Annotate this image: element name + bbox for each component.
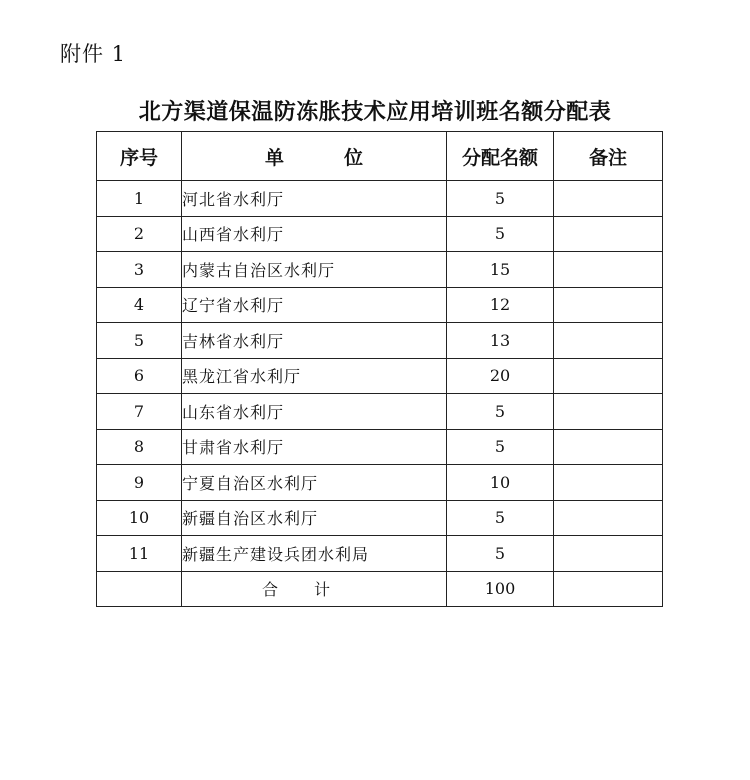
row-unit: 甘肃省水利厅 xyxy=(182,429,447,465)
row-no: 1 xyxy=(97,181,182,217)
row-no: 7 xyxy=(97,394,182,430)
table-row xyxy=(97,394,663,430)
document-title: 北方渠道保温防冻胀技术应用培训班名额分配表 xyxy=(138,99,612,125)
table-row xyxy=(97,358,663,394)
table-row xyxy=(97,465,663,501)
row-no: 4 xyxy=(97,287,182,323)
row-remark xyxy=(554,287,663,323)
row-remark xyxy=(554,429,663,465)
row-no: 11 xyxy=(97,536,182,572)
row-unit: 辽宁省水利厅 xyxy=(182,287,447,323)
row-quota: 5 xyxy=(447,181,554,217)
total-quota: 100 xyxy=(447,571,554,607)
table-row xyxy=(97,252,663,288)
table-body xyxy=(97,181,663,607)
row-quota: 5 xyxy=(447,429,554,465)
allocation-table xyxy=(96,131,663,607)
table-row xyxy=(97,500,663,536)
row-remark xyxy=(554,465,663,501)
row-remark xyxy=(554,536,663,572)
row-quota: 20 xyxy=(447,358,554,394)
row-remark xyxy=(554,323,663,359)
row-quota: 13 xyxy=(447,323,554,359)
table-row xyxy=(97,536,663,572)
table-row xyxy=(97,216,663,252)
header-unit: 单位 xyxy=(182,132,447,181)
header-quota: 分配名额 xyxy=(447,132,554,181)
row-unit: 黑龙江省水利厅 xyxy=(182,358,447,394)
table-row xyxy=(97,429,663,465)
row-quota: 12 xyxy=(447,287,554,323)
row-unit: 山东省水利厅 xyxy=(182,394,447,430)
row-no: 8 xyxy=(97,429,182,465)
row-unit: 河北省水利厅 xyxy=(182,181,447,217)
row-no: 3 xyxy=(97,252,182,288)
table-row xyxy=(97,323,663,359)
row-unit: 新疆生产建设兵团水利局 xyxy=(182,536,447,572)
row-remark xyxy=(554,252,663,288)
row-no: 9 xyxy=(97,465,182,501)
row-unit: 吉林省水利厅 xyxy=(182,323,447,359)
row-quota: 10 xyxy=(447,465,554,501)
row-quota: 5 xyxy=(447,394,554,430)
row-remark xyxy=(554,500,663,536)
row-no: 2 xyxy=(97,216,182,252)
row-unit: 山西省水利厅 xyxy=(182,216,447,252)
row-quota: 15 xyxy=(447,252,554,288)
row-quota: 5 xyxy=(447,216,554,252)
row-unit: 内蒙古自治区水利厅 xyxy=(182,252,447,288)
row-remark xyxy=(554,181,663,217)
row-no: 5 xyxy=(97,323,182,359)
row-quota: 5 xyxy=(447,500,554,536)
total-row xyxy=(97,571,663,607)
row-no: 6 xyxy=(97,358,182,394)
attachment-label: 附件 1 xyxy=(60,42,127,66)
total-remark xyxy=(554,571,663,607)
row-unit: 宁夏自治区水利厅 xyxy=(182,465,447,501)
table-header-row xyxy=(97,132,663,181)
row-quota: 5 xyxy=(447,536,554,572)
row-unit: 新疆自治区水利厅 xyxy=(182,500,447,536)
table-row xyxy=(97,181,663,217)
row-remark xyxy=(554,358,663,394)
total-no xyxy=(97,571,182,607)
row-no: 10 xyxy=(97,500,182,536)
total-label: 合计 xyxy=(182,571,447,607)
header-remark: 备注 xyxy=(554,132,663,181)
header-no: 序号 xyxy=(97,132,182,181)
table-row xyxy=(97,287,663,323)
row-remark xyxy=(554,216,663,252)
row-remark xyxy=(554,394,663,430)
